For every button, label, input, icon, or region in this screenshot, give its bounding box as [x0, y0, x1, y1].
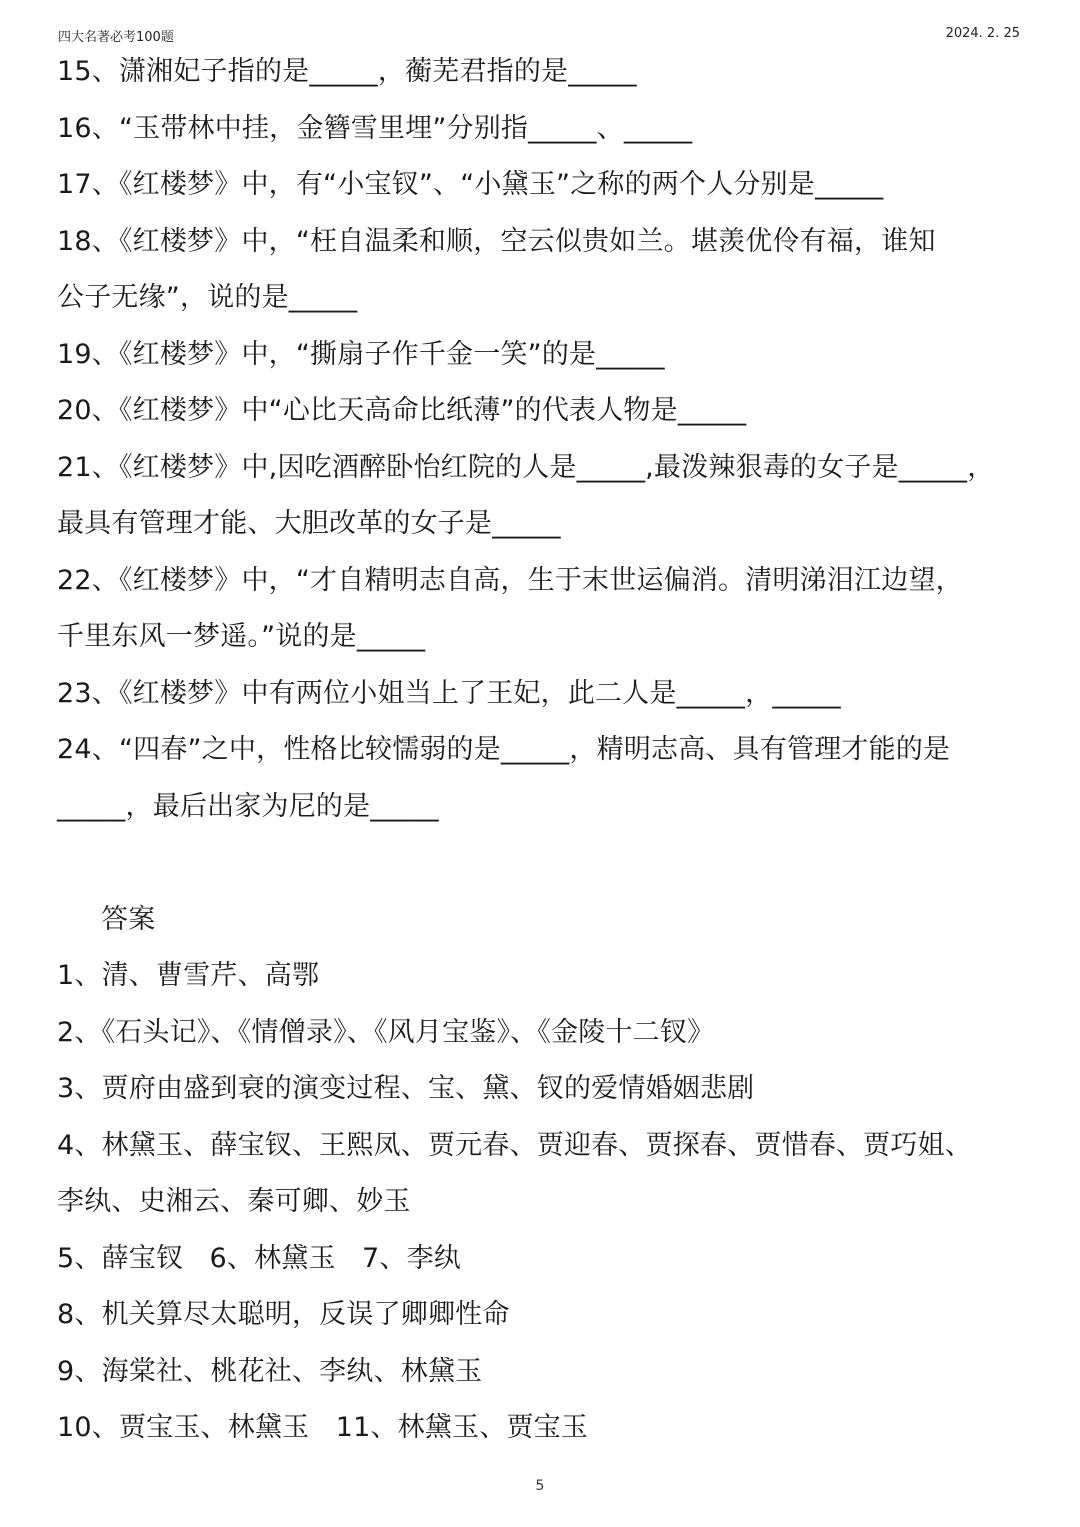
answer-line: 2、《石头记》、《情僧录》、《风月宝鉴》、《金陵十二钗》: [57, 1016, 715, 1048]
answer-line: 李纨、史湘云、秦可卿、妙玉: [57, 1186, 411, 1217]
question-line: 15、潇湘妃子指的是_____，蘅芜君指的是_____: [57, 56, 637, 87]
answer-line: 9、海棠社、桃花社、李纨、林黛玉: [57, 1355, 483, 1387]
question-line: 24、“四春”之中，性格比较懦弱的是_____，精明志高、具有管理才能的是: [57, 734, 951, 765]
answer-line: 4、林黛玉、薛宝钗、王熙凤、贾元春、贾迎春、贾探春、贾惜春、贾巧姐、: [57, 1129, 972, 1161]
answer-item: [57, 1061, 1032, 1118]
question-line: 公子无缘”，说的是_____: [57, 282, 358, 313]
answer-line: 10、贾宝玉、林黛玉 11、林黛玉、贾宝玉: [57, 1412, 589, 1443]
page-number: 5: [535, 1478, 545, 1494]
page-content: [57, 44, 1032, 1457]
question-line: 18、《红楼梦》中，“枉自温柔和顺，空云似贵如兰。堪羡优伶有福，谁知: [57, 225, 936, 257]
question-21: [57, 440, 1032, 553]
question-line: 16、“玉带林中挂，金簪雪里埋”分别指_____、_____: [57, 112, 693, 144]
question-line: 19、《红楼梦》中，“撕扇子作千金一笑”的是_____: [57, 338, 665, 370]
answer-item: [57, 1118, 1032, 1231]
answer-line: 5、薛宝钗 6、林黛玉 7、李纨: [57, 1242, 462, 1274]
answer-line: 3、贾府由盛到衰的演变过程、宝、黛、钗的爱情婚姻悲剧: [57, 1073, 755, 1104]
question-15: [57, 44, 1032, 101]
question-line: 21、《红楼梦》中,因吃酒醉卧怡红院的人是_____,最泼辣狠毒的女子是_____，: [57, 451, 995, 483]
document-date: 2024. 2. 25: [945, 26, 1020, 41]
question-line: 最具有管理才能、大胆改革的女子是_____: [57, 508, 561, 539]
section-spacer: [57, 835, 1032, 892]
answers-heading: 答案: [101, 903, 156, 935]
answer-item: [57, 1400, 1032, 1457]
question-23: [57, 666, 1032, 723]
question-18: [57, 214, 1032, 327]
answer-item: [57, 948, 1032, 1005]
question-line: 23、《红楼梦》中有两位小姐当上了王妃，此二人是_____，_____: [57, 677, 841, 709]
question-line: 20、《红楼梦》中“心比天高命比纸薄”的代表人物是_____: [57, 395, 747, 426]
answer-item: [57, 1287, 1032, 1344]
question-line: _____，最后出家为尼的是_____: [57, 790, 439, 822]
question-16: [57, 101, 1032, 158]
answer-item: [57, 1231, 1032, 1288]
question-22: [57, 553, 1032, 666]
question-line: 22、《红楼梦》中，“才自精明志自高，生于末世运偏消。清明涕泪江边望，: [57, 564, 963, 596]
question-line: 17、《红楼梦》中，有“小宝钗”、“小黛玉”之称的两个人分别是_____: [57, 169, 884, 200]
answer-item: [57, 1344, 1032, 1401]
answer-line: 1、清、曹雪芹、高鄂: [57, 960, 320, 991]
question-20: [57, 383, 1032, 440]
answer-item: [57, 1005, 1032, 1062]
question-19: [57, 327, 1032, 384]
question-line: 千里东风一梦遥。”说的是_____: [57, 621, 426, 652]
question-17: [57, 157, 1032, 214]
question-24: [57, 722, 1032, 835]
document-title: 四大名著必考100题: [58, 30, 174, 45]
answer-line: 8、机关算尽太聪明，反误了卿卿性命: [57, 1299, 510, 1330]
